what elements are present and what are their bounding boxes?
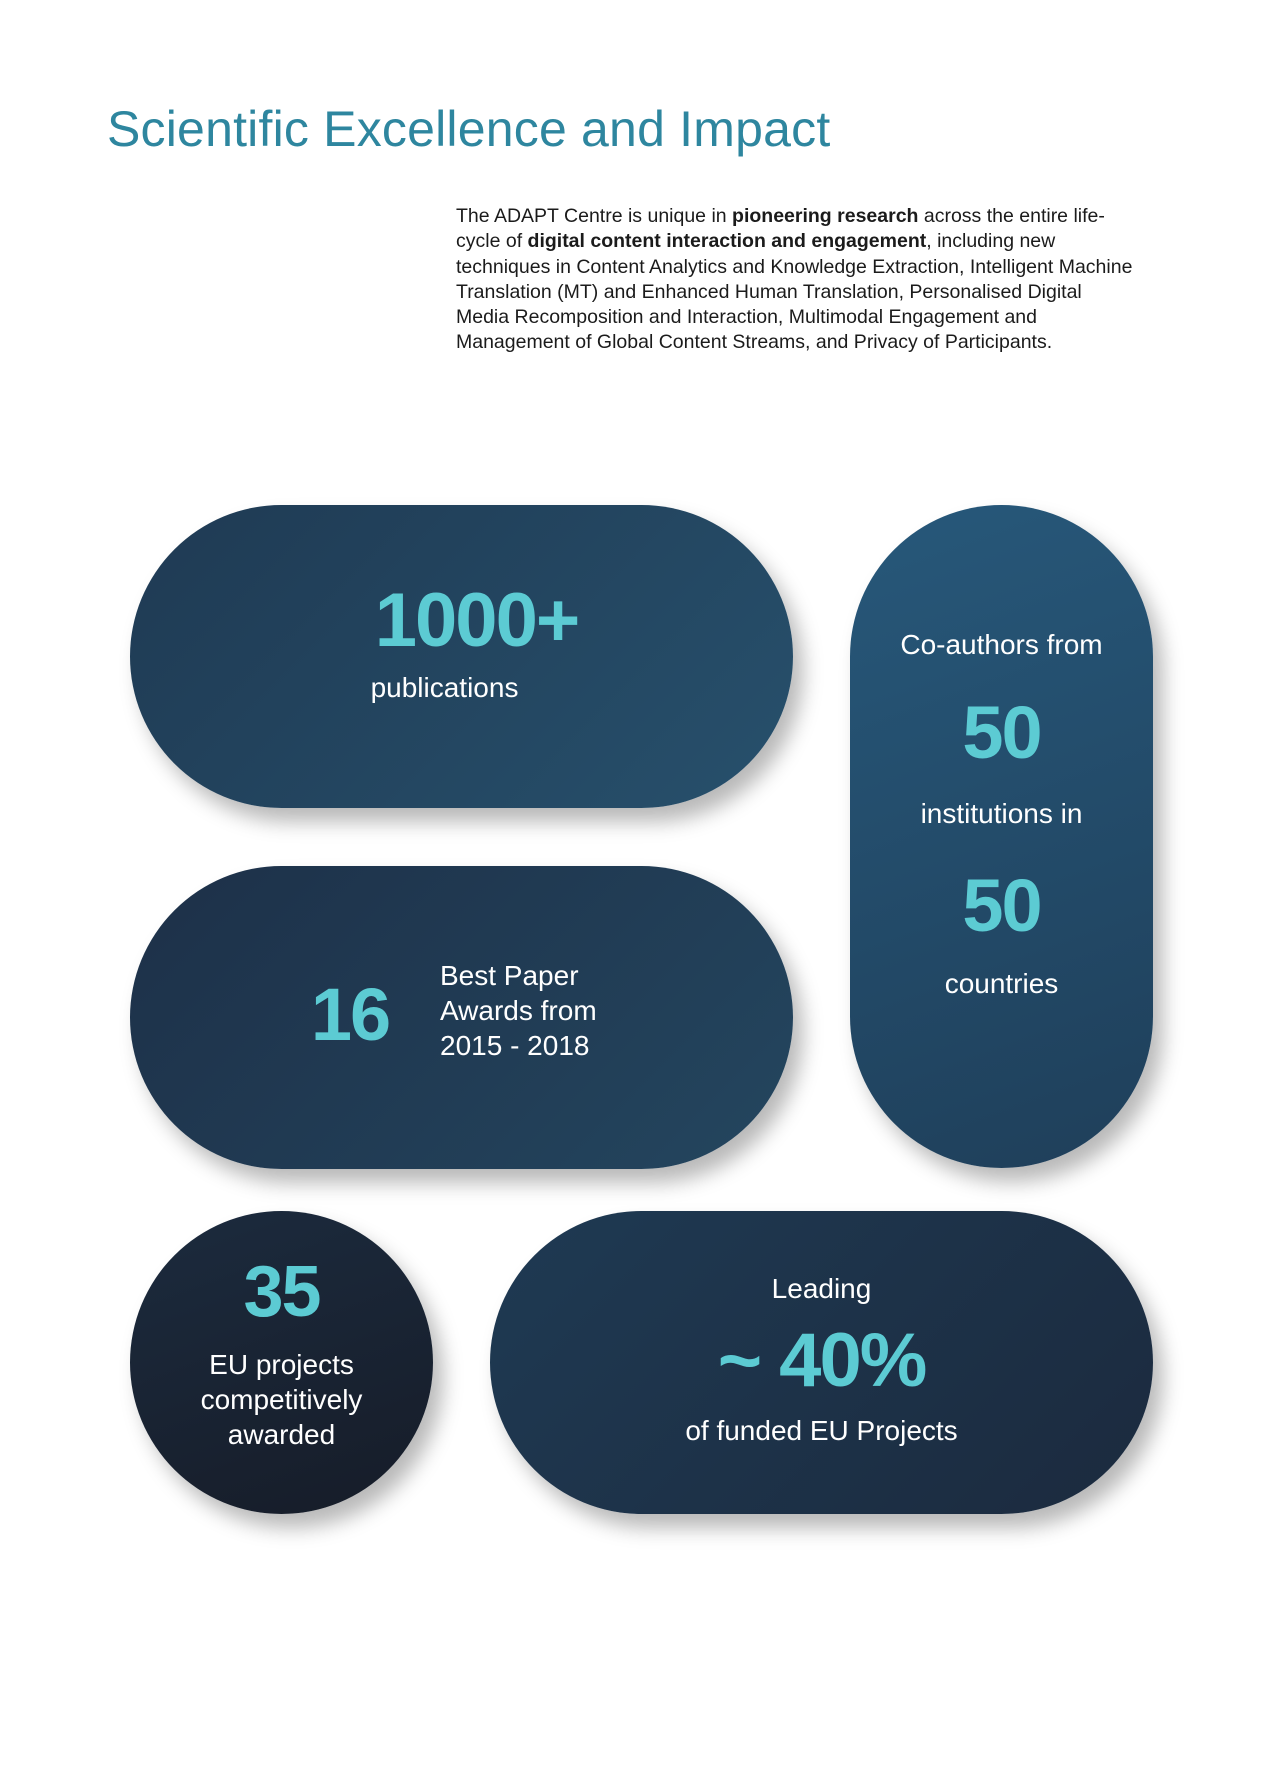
eu-projects-count: 35 (243, 1252, 320, 1332)
awards-label-line-1: Best Paper (440, 960, 579, 991)
leading-percentage: ~ 40% (717, 1318, 926, 1403)
intro-bold-2: digital content interaction and engagement (527, 230, 927, 253)
leading-label-bottom: of funded EU Projects (685, 1415, 958, 1446)
awards-label-line-3: 2015 - 2018 (440, 1030, 590, 1061)
eu-projects-label-line-3: awarded (227, 1419, 336, 1450)
publications-count: 1000+ (374, 578, 579, 663)
intro-text-3: , including new techniques in Content Analytics and Knowledge Extraction, Intelligent Machine Translation (MT) and Enhanced Human Translation, Personalised Digital Media Recomposition and Interaction, Multimodal Engagement and Management of Global Content Streams, and Privacy of Participants. (456, 230, 1133, 354)
coauthors-label-1: Co-authors from (900, 629, 1103, 660)
eu-projects-card (130, 1211, 433, 1514)
coauthors-label-2: institutions in (920, 798, 1083, 829)
intro-text-1: The ADAPT Centre is unique in (456, 205, 733, 227)
eu-projects-label-line-2: competitively (200, 1384, 363, 1415)
countries-count: 50 (962, 864, 1041, 947)
awards-label-line-2: Awards from (440, 995, 597, 1026)
awards-card (130, 866, 793, 1169)
intro-text-2: across the entire life-cycle of (456, 205, 1105, 253)
coauthors-label-3: countries (944, 968, 1059, 999)
awards-label (440, 958, 597, 1063)
publications-card (130, 505, 793, 808)
eu-projects-label-line-1: EU projects (209, 1349, 354, 1380)
intro-bold-1: pioneering research (732, 205, 919, 227)
leading-label-top: Leading (771, 1273, 872, 1304)
leading-card (490, 1211, 1153, 1514)
awards-count: 16 (310, 973, 390, 1056)
eu-projects-label (130, 1347, 433, 1452)
institutions-count: 50 (962, 691, 1041, 774)
publications-label: publications (370, 672, 519, 703)
intro-paragraph (456, 204, 1136, 356)
coauthors-card (850, 505, 1153, 1168)
page-title: Scientific Excellence and Impact (107, 101, 831, 157)
